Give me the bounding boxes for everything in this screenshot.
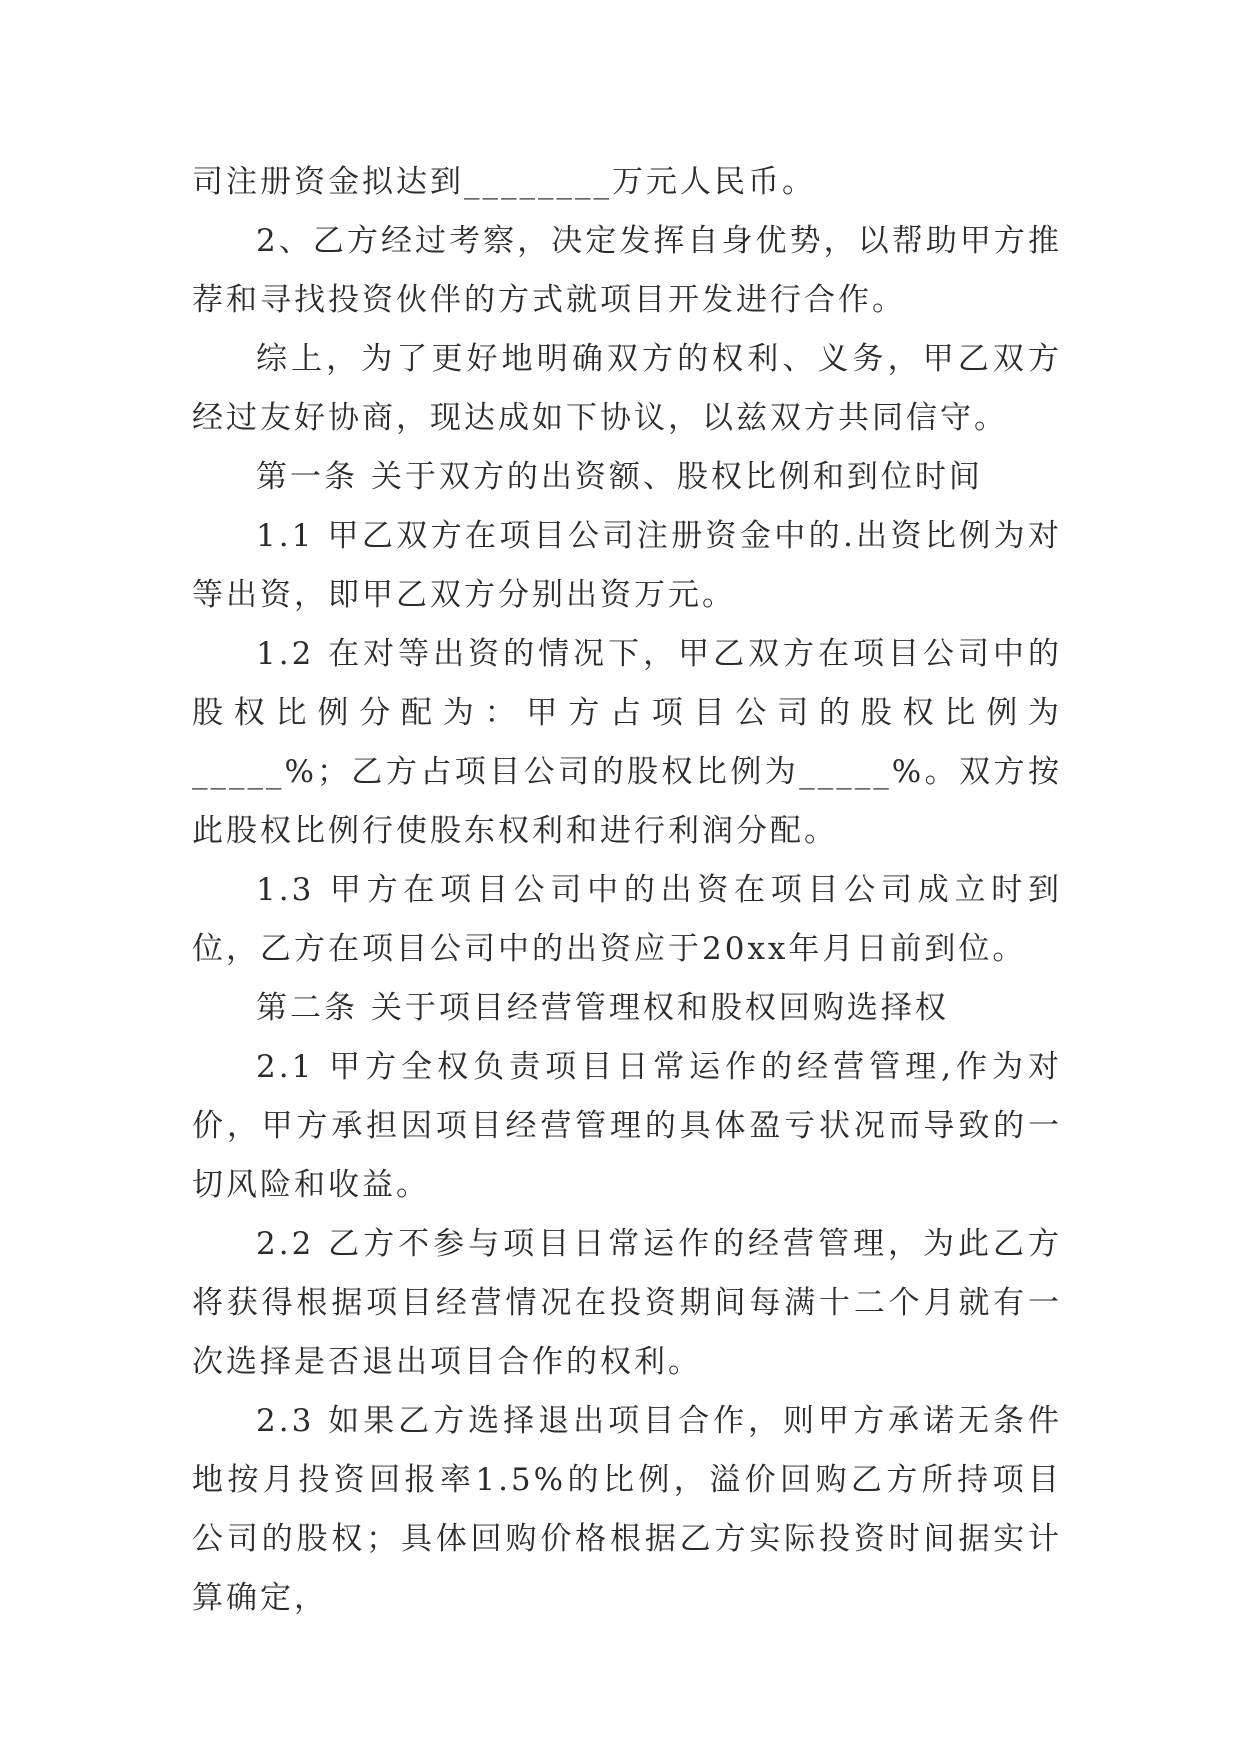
paragraph-1-2: 1.2 在对等出资的情况下，甲乙双方在项目公司中的股权比例分配为：甲方占项目公司的股权比例为_____%；乙方占项目公司的股权比例为_____%。双方按此股权比例行使股东权利和进行利润分配。 <box>192 636 1062 849</box>
paragraph-2-1: 2.1 甲方全权负责项目日常运作的经营管理,作为对价，甲方承担因项目经营管理的具体盈亏状况而导致的一切风险和收益。 <box>192 1049 1062 1203</box>
paragraph-2-3: 2.3 如果乙方选择退出项目合作，则甲方承诺无条件地按月投资回报率1.5%的比例，溢价回购乙方所持项目公司的股权；具体回购价格根据乙方实际投资时间据实计算确定， <box>192 1403 1062 1616</box>
paragraph-1-3: 1.3 甲方在项目公司中的出资在项目公司成立时到位，乙方在项目公司中的出资应于20xx年月日前到位。 <box>192 872 1062 967</box>
paragraph-clause-2: 2、乙方经过考察，决定发挥自身优势，以帮助甲方推荐和寻找投资伙伴的方式就项目开发进行合作。 <box>192 223 1062 318</box>
paragraph-1-1: 1.1 甲乙双方在项目公司注册资金中的.出资比例为对等出资，即甲乙双方分别出资万元。 <box>192 518 1062 613</box>
article-2-heading: 第二条 关于项目经营管理权和股权回购选择权 <box>256 990 949 1026</box>
paragraph-capital-continuation: 司注册资金拟达到________万元人民币。 <box>192 164 816 200</box>
article-1-heading: 第一条 关于双方的出资额、股权比例和到位时间 <box>256 459 983 495</box>
document-body <box>192 153 1062 1628</box>
paragraph-summary: 综上，为了更好地明确双方的权利、义务，甲乙双方经过友好协商，现达成如下协议，以兹双方共同信守。 <box>192 341 1062 436</box>
paragraph-2-2: 2.2 乙方不参与项目日常运作的经营管理，为此乙方将获得根据项目经营情况在投资期间每满十二个月就有一次选择是否退出项目合作的权利。 <box>192 1226 1062 1380</box>
